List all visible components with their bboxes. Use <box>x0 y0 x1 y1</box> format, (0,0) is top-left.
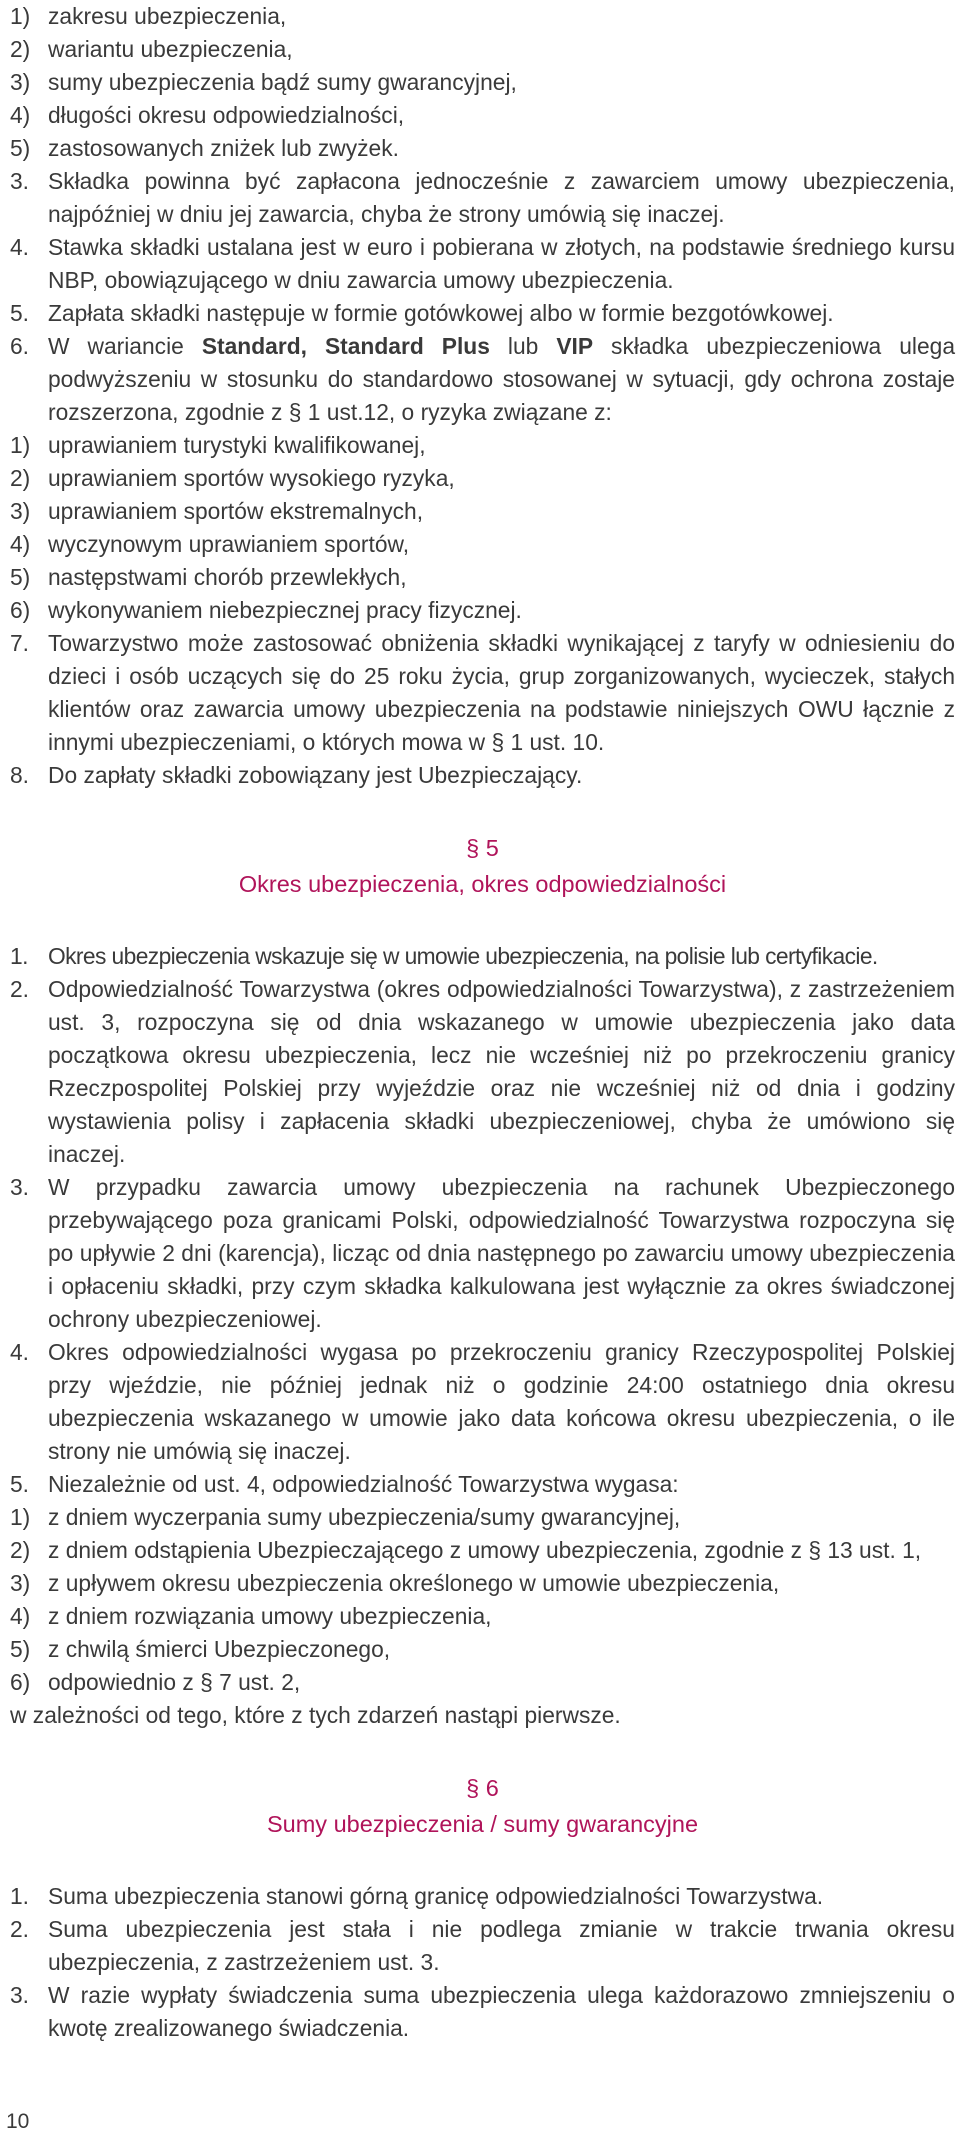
list-item: 1) zakresu ubezpieczenia, <box>10 3 287 29</box>
variant-vip: VIP <box>556 333 594 359</box>
list-item: 5) następstwami chorób przewlekłych, <box>10 564 407 590</box>
clause-item: 4. Okres odpowiedzialności wygasa po przekroczeniu granicy Rzeczypospolitej Polskiej przy wjeździe, nie później jednak niż o godzinie 24:00 ostatniego dnia okresu ubezpieczenia wskazanego w umowie jako data końcowa okresu ubezpieczenia, o ile strony nie umówią się inaczej. <box>10 1339 955 1464</box>
clause-item: 3. W przypadku zawarcia umowy ubezpieczenia na rachunek Ubezpieczonego przebywającego poza granicami Polski, odpowiedzialność Towarzystwa rozpoczyna się po upływie 2 dni (karencja), licząc od dnia następnego po zawarciu umowy ubezpieczenia i opłaceniu składki, przy czym składka kalkulowana jest wyłącznie za okres świadczonej ochrony ubezpieczeniowej. <box>10 1174 955 1332</box>
clause-item: 3. Składka powinna być zapłacona jednocześnie z zawarciem umowy ubezpieczenia, najpóźniej w dniu jej zawarcia, chyba że strony umówią się inaczej. <box>10 168 955 227</box>
section-paragraph-number: § 6 <box>466 1775 499 1801</box>
list-item: 4) z dniem rozwiązania umowy ubezpieczenia, <box>10 1603 492 1629</box>
list-item: 6) odpowiednio z § 7 ust. 2, <box>10 1669 301 1695</box>
section-title: Sumy ubezpieczenia / sumy gwarancyjne <box>266 1811 699 1837</box>
closing-text: w zależności od tego, które z tych zdarzeń nastąpi pierwsze. <box>10 1702 621 1728</box>
list-item: 2) wariantu ubezpieczenia, <box>10 36 293 62</box>
list-item: 5) zastosowanych zniżek lub zwyżek. <box>10 135 399 161</box>
clause-item: 1. Okres ubezpieczenia wskazuje się w umowie ubezpieczenia, na polisie lub certyfikacie. <box>10 943 878 969</box>
clause-item: 8. Do zapłaty składki zobowiązany jest Ubezpieczający. <box>10 762 583 788</box>
clause-item: 2. Odpowiedzialność Towarzystwa (okres odpowiedzialności Towarzystwa), z zastrzeżeniem ust. 3, rozpoczyna się od dnia wskazanego w umowie ubezpieczenia jako data początkowa okresu ubezpieczenia, lecz nie wcześniej niż po przekroczeniu granicy Rzeczpospolitej Polskiej przy wyjeździe oraz nie wcześniej niż od dnia i godziny wystawienia polisy i zapłacenia składki ubezpieczeniowej, chyba że umówiono się inaczej. <box>10 976 955 1167</box>
list-item: 1) uprawianiem turystyki kwalifikowanej, <box>10 432 426 458</box>
list-item: 2) uprawianiem sportów wysokiego ryzyka, <box>10 465 455 491</box>
list-item: 6) wykonywaniem niebezpiecznej pracy fizycznej. <box>10 597 522 623</box>
variant-names: Standard, Standard Plus <box>201 333 490 359</box>
list-item: 4) długości okresu odpowiedzialności, <box>10 102 405 128</box>
list-item: 1) z dniem wyczerpania sumy ubezpieczenia/sumy gwarancyjnej, <box>10 1504 681 1530</box>
section-title: Okres ubezpieczenia, okres odpowiedzialności <box>238 871 727 897</box>
section-heading <box>10 1770 955 1842</box>
clause-item: 1. Suma ubezpieczenia stanowi górną granicę odpowiedzialności Towarzystwa. <box>10 1883 824 1909</box>
clause-item-variants: 6. W wariancie Standard, Standard Plus lub VIP składka ubezpieczeniowa ulega podwyższeniu w stosunku do standardowo stosowanej w sytuacji, gdy ochrona zostaje rozszerzona, zgodnie z § 1 ust.12, o ryzyka związane z: 1) uprawianiem turystyki kwalifikowanej, 2) uprawianiem sportów wysokiego ryzyka, 3) uprawianiem sportów ekstremalnych, 4) wyczynowym uprawianiem sportów, 5) następstwami chorób przewlekłych, 6) wykonywaniem niebezpiecznej pracy fizycznej. <box>10 330 955 627</box>
section-heading <box>10 830 955 902</box>
clause-item: 2. Suma ubezpieczenia jest stała i nie podlega zmianie w trakcie trwania okresu ubezpieczenia, z zastrzeżeniem ust. 3. <box>10 1916 955 1975</box>
list-item: 3) sumy ubezpieczenia bądź sumy gwarancyjnej, <box>10 69 517 95</box>
clause-item: 7. Towarzystwo może zastosować obniżenia składki wynikającej z taryfy w odniesieniu do dzieci i osób uczących się do 25 roku życia, grup zorganizowanych, wycieczek, stałych klientów oraz zawarcia umowy ubezpieczenia na podstawie niniejszych OWU łącznie z innymi ubezpieczeniami, o których mowa w § 1 ust. 10. <box>10 630 955 755</box>
document-page <box>10 0 955 2045</box>
clause-item: 3. W razie wypłaty świadczenia suma ubezpieczenia ulega każdorazowo zmniejszeniu o kwotę zrealizowanego świadczenia. <box>10 1982 955 2041</box>
list-item: 2) z dniem odstąpienia Ubezpieczającego z umowy ubezpieczenia, zgodnie z § 13 ust. 1, <box>10 1537 922 1563</box>
list-item: 3) uprawianiem sportów ekstremalnych, <box>10 498 424 524</box>
clause-item: 4. Stawka składki ustalana jest w euro i pobierana w złotych, na podstawie średniego kursu NBP, obowiązującego w dniu zawarcia umowy ubezpieczenia. <box>10 234 955 293</box>
section-paragraph-number: § 5 <box>466 835 499 861</box>
list-item: 3) z upływem okresu ubezpieczenia określonego w umowie ubezpieczenia, <box>10 1570 780 1596</box>
clause-item: 5. Zapłata składki następuje w formie gotówkowej albo w formie bezgotówkowej. <box>10 300 834 326</box>
list-item: 5) z chwilą śmierci Ubezpieczonego, <box>10 1636 391 1662</box>
list-item: 4) wyczynowym uprawianiem sportów, <box>10 531 410 557</box>
page-number: 10 <box>6 2110 30 2133</box>
clause-item-expiry: 5. Niezależnie od ust. 4, odpowiedzialność Towarzystwa wygasa: 1) z dniem wyczerpania sumy ubezpieczenia/sumy gwarancyjnej, 2) z dniem odstąpienia Ubezpieczającego z umowy ubezpieczenia, zgodnie z § 13 ust. 1, 3) z upływem okresu ubezpieczenia określonego w umowie ubezpieczenia, 4) z dniem rozwiązania umowy ubezpieczenia, 5) z chwilą śmierci Ubezpieczonego, 6) odpowiednio z § 7 ust. 2, w zależności od tego, które z tych zdarzeń nastąpi pierwsze. <box>10 1468 955 1732</box>
intro-sublist <box>10 0 955 165</box>
